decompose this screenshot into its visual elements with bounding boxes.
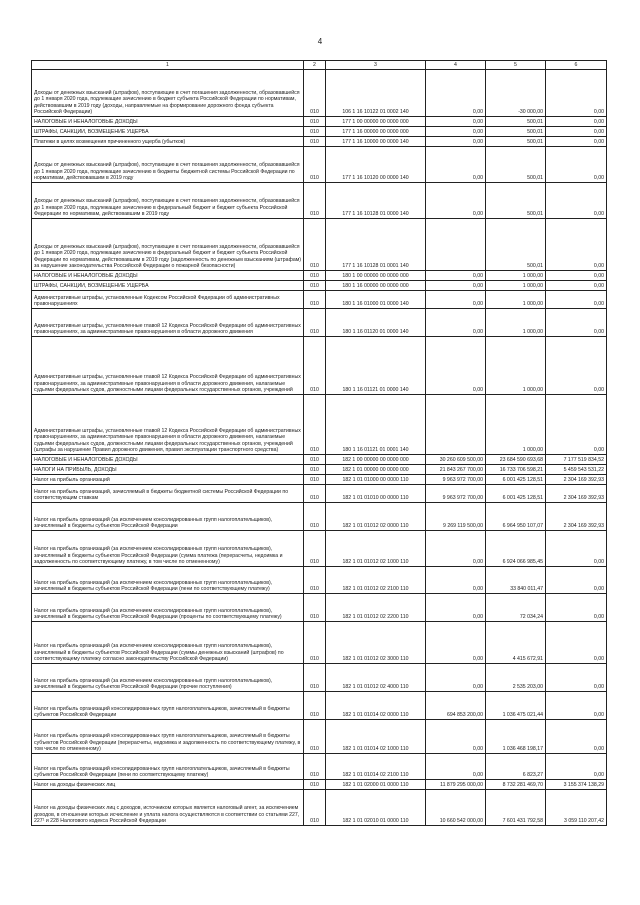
row-value-col5: 6 001 425 128,51: [486, 485, 546, 503]
row-kbk: 180 1 16 00000 00 0000 000: [326, 281, 426, 291]
row-kbk: 182 1 01 01012 02 4000 110: [326, 664, 426, 692]
row-value-col4: 0,00: [426, 70, 486, 117]
row-value-col6: 5 459 543 531,22: [546, 465, 607, 475]
row-value-col6: 0,00: [546, 137, 607, 147]
row-description: Налог на доходы физических лиц с доходов, источником которых является налоговый агент, за исключением доходов, в отношении которых исчисление и уплата налога осуществляются в соответствии со статьями 227, 227¹ и 228 Налогового кодекса Российской Федерации: [32, 790, 304, 826]
row-description: Налог на прибыль организаций (за исключением консолидированных групп налогоплательщиков), зачисляемый в бюджеты субъектов Российской Федерации: [32, 503, 304, 531]
row-kbk: 182 1 01 01014 02 2100 110: [326, 754, 426, 780]
row-description: Доходы от денежных взысканий (штрафов), поступающие в счет погашения задолженности, образовавшейся до 1 января 2020 года, подлежащие зачислению в федеральный бюджет и бюджет субъекта Российской Федерации по нормативам, действовавшим в 2019 году: [32, 183, 304, 219]
table-row: [32, 70, 607, 117]
row-code: 010: [304, 692, 326, 720]
row-kbk: 182 1 01 01014 02 1000 110: [326, 720, 426, 754]
header-row: [32, 61, 607, 70]
row-value-col4: 0,00: [426, 281, 486, 291]
row-value-col4: 0,00: [426, 531, 486, 567]
row-code: 010: [304, 567, 326, 594]
row-value-col6: 0,00: [546, 219, 607, 271]
row-value-col6: 0,00: [546, 720, 607, 754]
row-value-col5: 2 535 203,00: [486, 664, 546, 692]
page-number: 4: [317, 37, 323, 46]
table-row: [32, 594, 607, 622]
row-description: Налог на доходы физических лиц: [32, 780, 304, 790]
row-value-col5: 16 733 706 598,21: [486, 465, 546, 475]
row-kbk: 182 1 01 01010 00 0000 110: [326, 485, 426, 503]
row-code: 010: [304, 395, 326, 455]
row-value-col4: 0,00: [426, 291, 486, 309]
row-value-col5: 23 684 590 693,68: [486, 455, 546, 465]
row-value-col6: 2 304 169 392,93: [546, 503, 607, 531]
table-row: [32, 271, 607, 281]
row-value-col5: 500,01: [486, 137, 546, 147]
row-kbk: 177 1 16 10000 00 0000 140: [326, 137, 426, 147]
row-value-col5: 7 601 431 792,58: [486, 790, 546, 826]
row-kbk: 182 1 01 02000 01 0000 110: [326, 780, 426, 790]
row-description: НАЛОГОВЫЕ И НЕНАЛОГОВЫЕ ДОХОДЫ: [32, 117, 304, 127]
row-kbk: 180 1 16 01121 01 0001 140: [326, 395, 426, 455]
row-code: 010: [304, 291, 326, 309]
row-value-col5: 4 415 672,91: [486, 622, 546, 664]
row-value-col6: 0,00: [546, 395, 607, 455]
row-kbk: 177 1 00 00000 00 0000 000: [326, 117, 426, 127]
row-value-col6: 0,00: [546, 531, 607, 567]
row-value-col6: 0,00: [546, 147, 607, 183]
row-description: НАЛОГОВЫЕ И НЕНАЛОГОВЫЕ ДОХОДЫ: [32, 455, 304, 465]
row-kbk: 182 1 01 01012 02 2200 110: [326, 594, 426, 622]
row-value-col4: 0,00: [426, 127, 486, 137]
table-row: [32, 117, 607, 127]
table-row: [32, 475, 607, 485]
row-description: Административные штрафы, установленные главой 12 Кодекса Российской Федерации об административных правонарушениях, за административные правонарушения в области дорожного движения, налагаемые судьями федеральных судов, должностными лицами федеральных государственных органов, учреждений (штрафы за нарушение Правил дорожного движения, правил эксплуатации транспортного средства): [32, 395, 304, 455]
row-value-col5: 6 924 066 985,45: [486, 531, 546, 567]
table-body: [32, 70, 607, 826]
table-row: [32, 754, 607, 780]
table-row: [32, 465, 607, 475]
row-value-col4: 9 963 972 700,00: [426, 485, 486, 503]
row-description: Доходы от денежных взысканий (штрафов), поступающие в счет погашения задолженности, образовавшейся до 1 января 2020 года, подлежащие зачислению в бюджет субъекта Российской Федерации по нормативам, действовавшим в 2019 году (доходы, направляемые на формирование дорожного фонда субъекта Российской Федерации): [32, 70, 304, 117]
row-description: Налог на прибыль организаций: [32, 475, 304, 485]
row-code: 010: [304, 754, 326, 780]
row-value-col6: 0,00: [546, 622, 607, 664]
row-value-col6: 0,00: [546, 127, 607, 137]
row-description: Налог на прибыль организаций, зачисляемый в бюджеты бюджетной системы Российской Федерации по соответствующим ставкам: [32, 485, 304, 503]
table-row: [32, 720, 607, 754]
row-description: Административные штрафы, установленные Кодексом Российской Федерации об административных правонарушениях: [32, 291, 304, 309]
row-kbk: 182 1 01 01014 02 0000 110: [326, 692, 426, 720]
row-value-col5: 1 036 468 198,17: [486, 720, 546, 754]
row-description: Налог на прибыль организаций (за исключением консолидированных групп налогоплательщиков), зачисляемый в бюджеты субъектов Российской Федерации (пени по соответствующему платежу): [32, 567, 304, 594]
row-kbk: 106 1 16 10122 01 0002 140: [326, 70, 426, 117]
row-kbk: 177 1 16 10128 01 0000 140: [326, 183, 426, 219]
row-value-col4: 9 269 119 500,00: [426, 503, 486, 531]
row-value-col4: [426, 395, 486, 455]
row-description: Налог на прибыль организаций (за исключением консолидированных групп налогоплательщиков), зачисляемый в бюджеты субъектов Российской Федерации (проценты по соответствующему платежу): [32, 594, 304, 622]
row-value-col4: 694 853 200,00: [426, 692, 486, 720]
table-row: [32, 137, 607, 147]
row-value-col4: 10 660 542 000,00: [426, 790, 486, 826]
row-value-col4: 11 879 295 000,00: [426, 780, 486, 790]
row-kbk: 182 1 01 01000 00 0000 110: [326, 475, 426, 485]
table-row: [32, 503, 607, 531]
row-value-col4: 0,00: [426, 754, 486, 780]
row-description: НАЛОГИ НА ПРИБЫЛЬ, ДОХОДЫ: [32, 465, 304, 475]
row-code: 010: [304, 147, 326, 183]
row-code: 010: [304, 503, 326, 531]
table-row: [32, 790, 607, 826]
row-value-col5: 500,01: [486, 117, 546, 127]
row-value-col4: 21 843 267 700,00: [426, 465, 486, 475]
column-header-4: 4: [426, 61, 486, 70]
row-description: Налог на прибыль организаций консолидированных групп налогоплательщиков, зачисляемый в бюджеты субъектов Российской Федерации (перерасчеты, недоимка и задолженность по соответствующему платежу, в том числе по отмененному): [32, 720, 304, 754]
row-value-col5: 500,01: [486, 127, 546, 137]
row-value-col4: 0,00: [426, 271, 486, 281]
row-value-col5: 33 840 011,47: [486, 567, 546, 594]
row-value-col6: 0,00: [546, 337, 607, 395]
table-row: [32, 127, 607, 137]
row-value-col5: 72 034,24: [486, 594, 546, 622]
row-value-col5: 500,01: [486, 219, 546, 271]
row-code: 010: [304, 790, 326, 826]
row-code: 010: [304, 531, 326, 567]
row-value-col5: 6 001 425 128,51: [486, 475, 546, 485]
column-header-5: 5: [486, 61, 546, 70]
row-code: 010: [304, 465, 326, 475]
row-value-col5: 500,01: [486, 183, 546, 219]
column-header-6: 6: [546, 61, 607, 70]
row-value-col6: 0,00: [546, 664, 607, 692]
row-kbk: 180 1 16 01120 01 0000 140: [326, 309, 426, 337]
row-code: 010: [304, 455, 326, 465]
row-code: 010: [304, 281, 326, 291]
row-value-col4: 0,00: [426, 567, 486, 594]
row-value-col5: 500,01: [486, 147, 546, 183]
row-value-col4: 0,00: [426, 147, 486, 183]
row-kbk: 182 1 01 01012 02 0000 110: [326, 503, 426, 531]
row-value-col6: 2 304 169 392,93: [546, 475, 607, 485]
row-value-col4: 30 260 609 500,00: [426, 455, 486, 465]
row-kbk: 182 1 01 02010 01 0000 110: [326, 790, 426, 826]
row-description: Налог на прибыль организаций (за исключением консолидированных групп налогоплательщиков), зачисляемый в бюджеты субъектов Российской Федерации (сумма платежа (перерасчеты, недоимка и задолженность по соответствующему платежу, в том числе по отмененному): [32, 531, 304, 567]
row-description: Доходы от денежных взысканий (штрафов), поступающие в счет погашения задолженности, образовавшейся до 1 января 2020 года, подлежащие зачислению в федеральный бюджет и бюджет субъекта Российской Федерации по нормативам, действовавшим в 2019 году (задолженность по денежным взысканиям (штрафам) за нарушение законодательства Российской Федерации о пожарной безопасности): [32, 219, 304, 271]
revenue-table: [31, 60, 607, 826]
row-value-col4: 0,00: [426, 309, 486, 337]
row-code: 010: [304, 664, 326, 692]
row-code: 010: [304, 117, 326, 127]
row-kbk: 180 1 16 01121 01 0000 140: [326, 337, 426, 395]
table-row: [32, 395, 607, 455]
row-kbk: 177 1 16 00000 00 0000 000: [326, 127, 426, 137]
row-kbk: 182 1 01 01012 02 3000 110: [326, 622, 426, 664]
row-value-col5: 6 823,27: [486, 754, 546, 780]
row-value-col6: 0,00: [546, 567, 607, 594]
row-value-col4: 0,00: [426, 117, 486, 127]
row-code: 010: [304, 780, 326, 790]
row-description: НАЛОГОВЫЕ И НЕНАЛОГОВЫЕ ДОХОДЫ: [32, 271, 304, 281]
row-value-col6: 0,00: [546, 594, 607, 622]
table-row: [32, 692, 607, 720]
row-value-col4: 0,00: [426, 664, 486, 692]
table-row: [32, 664, 607, 692]
row-code: 010: [304, 337, 326, 395]
table-row: [32, 309, 607, 337]
table-row: [32, 531, 607, 567]
row-description: Налог на прибыль организаций консолидированных групп налогоплательщиков, зачисляемый в бюджеты субъектов Российской Федерации: [32, 692, 304, 720]
row-value-col6: 0,00: [546, 291, 607, 309]
row-value-col4: 0,00: [426, 720, 486, 754]
row-value-col5: 1 036 475 021,44: [486, 692, 546, 720]
table-row: [32, 183, 607, 219]
row-value-col6: 0,00: [546, 70, 607, 117]
row-code: 010: [304, 183, 326, 219]
row-kbk: 180 1 00 00000 00 0000 000: [326, 271, 426, 281]
row-value-col5: 6 964 950 107,07: [486, 503, 546, 531]
row-code: 010: [304, 720, 326, 754]
row-value-col5: 8 732 281 469,70: [486, 780, 546, 790]
row-kbk: 182 1 01 00000 00 0000 000: [326, 465, 426, 475]
row-value-col5: 1 000,00: [486, 309, 546, 337]
row-value-col5: 1 000,00: [486, 395, 546, 455]
row-code: 010: [304, 622, 326, 664]
table-row: [32, 780, 607, 790]
row-value-col6: 0,00: [546, 692, 607, 720]
row-value-col4: 0,00: [426, 594, 486, 622]
row-value-col4: [426, 219, 486, 271]
table-row: [32, 337, 607, 395]
table-row: [32, 567, 607, 594]
row-description: ШТРАФЫ, САНКЦИИ, ВОЗМЕЩЕНИЕ УЩЕРБА: [32, 281, 304, 291]
row-code: 010: [304, 594, 326, 622]
row-code: 010: [304, 127, 326, 137]
row-value-col4: 0,00: [426, 337, 486, 395]
row-description: Платежи в целях возмещения причиненного ущерба (убытков): [32, 137, 304, 147]
row-kbk: 177 1 16 10128 01 0001 140: [326, 219, 426, 271]
row-code: 010: [304, 309, 326, 337]
row-value-col5: 1 000,00: [486, 281, 546, 291]
row-code: 010: [304, 475, 326, 485]
table-row: [32, 291, 607, 309]
row-code: 010: [304, 70, 326, 117]
row-kbk: 177 1 16 10120 00 0000 140: [326, 147, 426, 183]
column-header-1: 1: [32, 61, 304, 70]
row-description: Налог на прибыль организаций (за исключением консолидированных групп налогоплательщиков), зачисляемый в бюджеты субъектов Российской Федерации (прочие поступления): [32, 664, 304, 692]
table-row: [32, 485, 607, 503]
table-row: [32, 455, 607, 465]
column-header-3: 3: [326, 61, 426, 70]
row-value-col6: 0,00: [546, 281, 607, 291]
row-value-col5: 1 000,00: [486, 337, 546, 395]
row-value-col6: 7 177 519 834,52: [546, 455, 607, 465]
row-code: 010: [304, 485, 326, 503]
row-code: 010: [304, 219, 326, 271]
row-value-col6: 3 155 374 138,29: [546, 780, 607, 790]
row-kbk: 182 1 01 01012 02 1000 110: [326, 531, 426, 567]
row-code: 010: [304, 271, 326, 281]
row-description: Административные штрафы, установленные главой 12 Кодекса Российской Федерации об административных правонарушениях, за административные правонарушения в области дорожного движения, налагаемые судьями федеральных судов, должностными лицами федеральных государственных органов, учреждений: [32, 337, 304, 395]
row-value-col5: 1 000,00: [486, 271, 546, 281]
table-row: [32, 147, 607, 183]
row-value-col6: 0,00: [546, 271, 607, 281]
row-value-col6: 3 059 110 207,42: [546, 790, 607, 826]
row-description: ШТРАФЫ, САНКЦИИ, ВОЗМЕЩЕНИЕ УЩЕРБА: [32, 127, 304, 137]
row-value-col4: 0,00: [426, 622, 486, 664]
row-value-col4: 0,00: [426, 183, 486, 219]
row-value-col6: 0,00: [546, 754, 607, 780]
row-description: Административные штрафы, установленные главой 12 Кодекса Российской Федерации об административных правонарушениях, за административные правонарушения в области дорожного движения: [32, 309, 304, 337]
row-value-col4: 9 963 972 700,00: [426, 475, 486, 485]
row-value-col4: 0,00: [426, 137, 486, 147]
row-kbk: 182 1 01 01012 02 2100 110: [326, 567, 426, 594]
row-value-col6: 2 304 169 392,93: [546, 485, 607, 503]
row-value-col5: -30 000,00: [486, 70, 546, 117]
row-kbk: 180 1 16 01000 01 0000 140: [326, 291, 426, 309]
row-value-col6: 0,00: [546, 309, 607, 337]
row-kbk: 182 1 00 00000 00 0000 000: [326, 455, 426, 465]
column-header-2: 2: [304, 61, 326, 70]
row-description: Налог на прибыль организаций (за исключением консолидированных групп налогоплательщиков), зачисляемый в бюджеты субъектов Российской Федерации (суммы денежных взысканий (штрафов) по соответствующему платежу согласно законодательству Российской Федерации): [32, 622, 304, 664]
row-value-col6: 0,00: [546, 117, 607, 127]
row-description: Доходы от денежных взысканий (штрафов), поступающие в счет погашения задолженности, образовавшейся до 1 января 2020 года, подлежащие зачислению в бюджеты бюджетной системы Российской Федерации по нормативам, действовавшим в 2019 году: [32, 147, 304, 183]
row-value-col5: 1 000,00: [486, 291, 546, 309]
row-code: 010: [304, 137, 326, 147]
table-row: [32, 622, 607, 664]
row-value-col6: 0,00: [546, 183, 607, 219]
row-description: Налог на прибыль организаций консолидированных групп налогоплательщиков, зачисляемый в бюджеты субъектов Российской Федерации (пени по соответствующему платежу): [32, 754, 304, 780]
table-row: [32, 219, 607, 271]
table-row: [32, 281, 607, 291]
